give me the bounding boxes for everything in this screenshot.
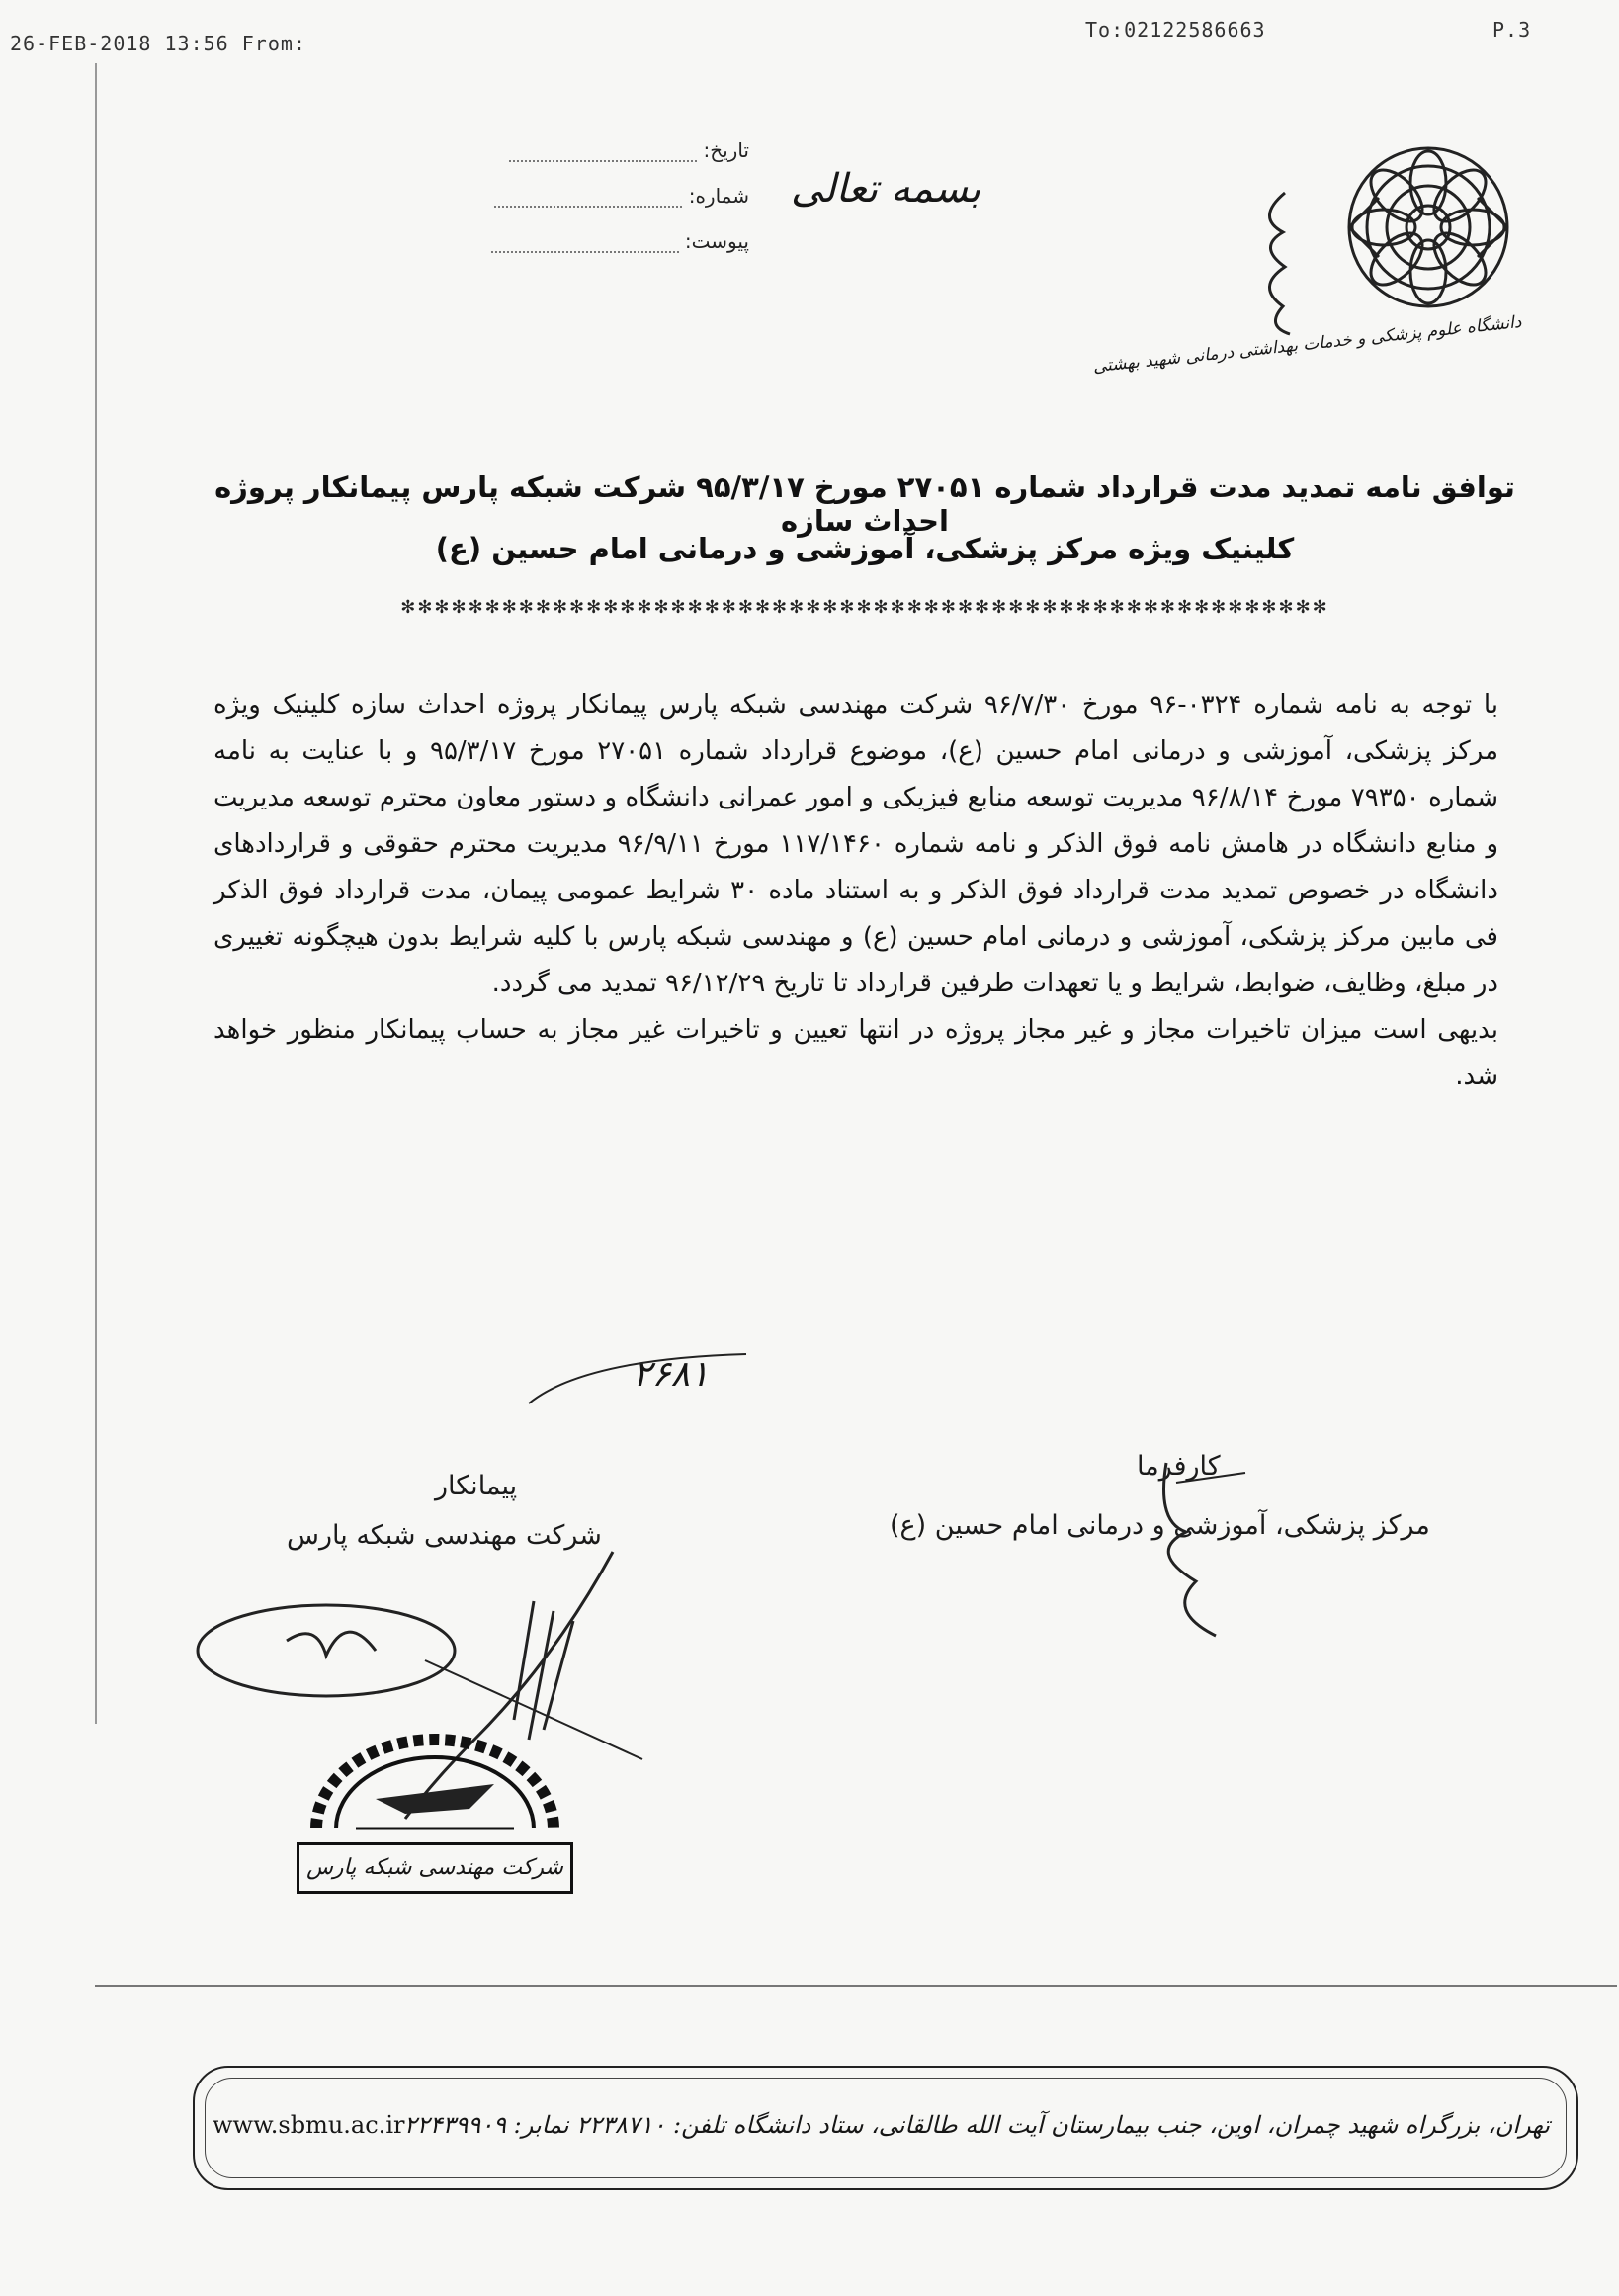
company-stamp (297, 1730, 573, 1888)
contractor-name: شرکت مهندسی شبکه پارس (287, 1520, 602, 1551)
employer-name: مرکز پزشکی، آموزشی و درمانی امام حسین (ع) (890, 1510, 1430, 1541)
number-label: شماره: (688, 184, 749, 208)
logo-calligraphy-vertical (1245, 188, 1305, 336)
fax-header-recipient: To:02122586663 (1085, 18, 1266, 42)
footer-website: www.sbmu.ac.ir (213, 2111, 405, 2139)
body-paragraph-1: با توجه به نامه شماره ۰۳۲۴-۹۶ مورخ ۹۶/۷/۳۰ شرکت مهندسی شبکه پارس پیمانکار پروژه احداث سازه کلینیک ویژه مرکز پزشکی، آموزشی و درمانی امام حسین (ع)، موضوع قرارداد شماره ۲۷۰۵۱ مورخ ۹۵/۳/۱۷ و با عنایت به نامه شماره ۷۹۳۵۰ مورخ ۹۶/۸/۱۴ مدیریت توسعه منابع فیزیکی و امور عمرانی دانشگاه و دستور معاون محترم توسعه مدیریت و منابع دانشگاه در هامش نامه فوق الذکر و نامه شماره ۱۱۷/۱۴۶۰ مورخ ۹۶/۹/۱۱ مدیریت محترم حقوقی و قراردادهای دانشگاه در خصوص تمدید مدت قرارداد فوق الذکر و به استناد ماده ۳۰ شرایط عمومی پیمان، مدت قرارداد فوق الذکر فی مابین مرکز پزشکی، آموزشی و درمانی امام حسین (ع) و مهندسی شبکه پارس با کلیه شرایط بدون هیچگونه تغییری در مبلغ، وظایف، ضوابط، شرایط و یا تعهدات طرفین قرارداد تا تاریخ ۹۶/۱۲/۲۹ تمدید می گردد. (213, 690, 1499, 998)
employer-role: کارفرما (1137, 1451, 1221, 1482)
bottom-rule (95, 1985, 1617, 1987)
bismillah-calligraphy: بسمه تعالی (791, 166, 981, 212)
attachment-field (423, 229, 749, 253)
letter-body (213, 682, 1498, 1100)
university-logo (1339, 138, 1517, 316)
agreement-title-line1: توافق نامه تمدید مدت قرارداد شماره ۲۷۰۵۱ مورخ ۹۵/۳/۱۷ شرکت شبکه پارس پیمانکار پروژه احداث سازه (214, 470, 1515, 538)
rosette-logo-icon (1339, 138, 1517, 316)
handwritten-number: ۲۶۸۱ (633, 1354, 710, 1395)
date-blank (509, 159, 697, 162)
handwritten-stroke-icon (524, 1349, 751, 1408)
date-field (423, 138, 749, 162)
stamp-text: شرکت مهندسی شبکه پارس (297, 1842, 573, 1894)
number-field (423, 184, 749, 208)
gear-stamp-icon (297, 1730, 573, 1838)
agreement-title-line2: کلینیک ویژه مرکز پزشکی، آموزشی و درمانی امام حسین (ع) (435, 532, 1295, 565)
number-blank (494, 205, 682, 208)
body-paragraph-2: بدیهی است میزان تاخیرات مجاز و غیر مجاز پروژه در انتها تعیین و تاخیرات غیر مجاز به حساب پیمانکار منظور خواهد شد. (213, 1015, 1498, 1091)
date-label: تاریخ: (703, 138, 749, 162)
fax-header-page: P.3 (1492, 18, 1532, 42)
contractor-role: پیمانکار (435, 1471, 518, 1501)
calligraphy-mark-icon (1245, 188, 1305, 336)
employer-signature-icon (1127, 1443, 1255, 1641)
attachment-label: پیوست: (684, 229, 749, 253)
title-separator: ✻✻✻✻✻✻✻✻✻✻✻✻✻✻✻✻✻✻✻✻✻✻✻✻✻✻✻✻✻✻✻✻✻✻✻✻✻✻✻✻✻✻✻✻✻✻✻✻✻✻✻✻✻✻✻ (400, 597, 1329, 618)
footer-address: تهران، بزرگراه شهید چمران، اوین، جنب بیمارستان آیت الله طالقانی، ستاد دانشگاه تلفن: ۲۲۳۸۷۱۰ نمابر: ۲۲۴۳۹۹۰۹ (403, 2111, 1550, 2139)
fax-header-datetime: 26-FEB-2018 13:56 From: (10, 32, 306, 55)
attachment-blank (491, 250, 679, 253)
left-margin-rule (95, 63, 97, 1724)
logo-caption: دانشگاه علوم پزشکی و خدمات بهداشتی درمانی شهید بهشتی (1091, 311, 1523, 378)
